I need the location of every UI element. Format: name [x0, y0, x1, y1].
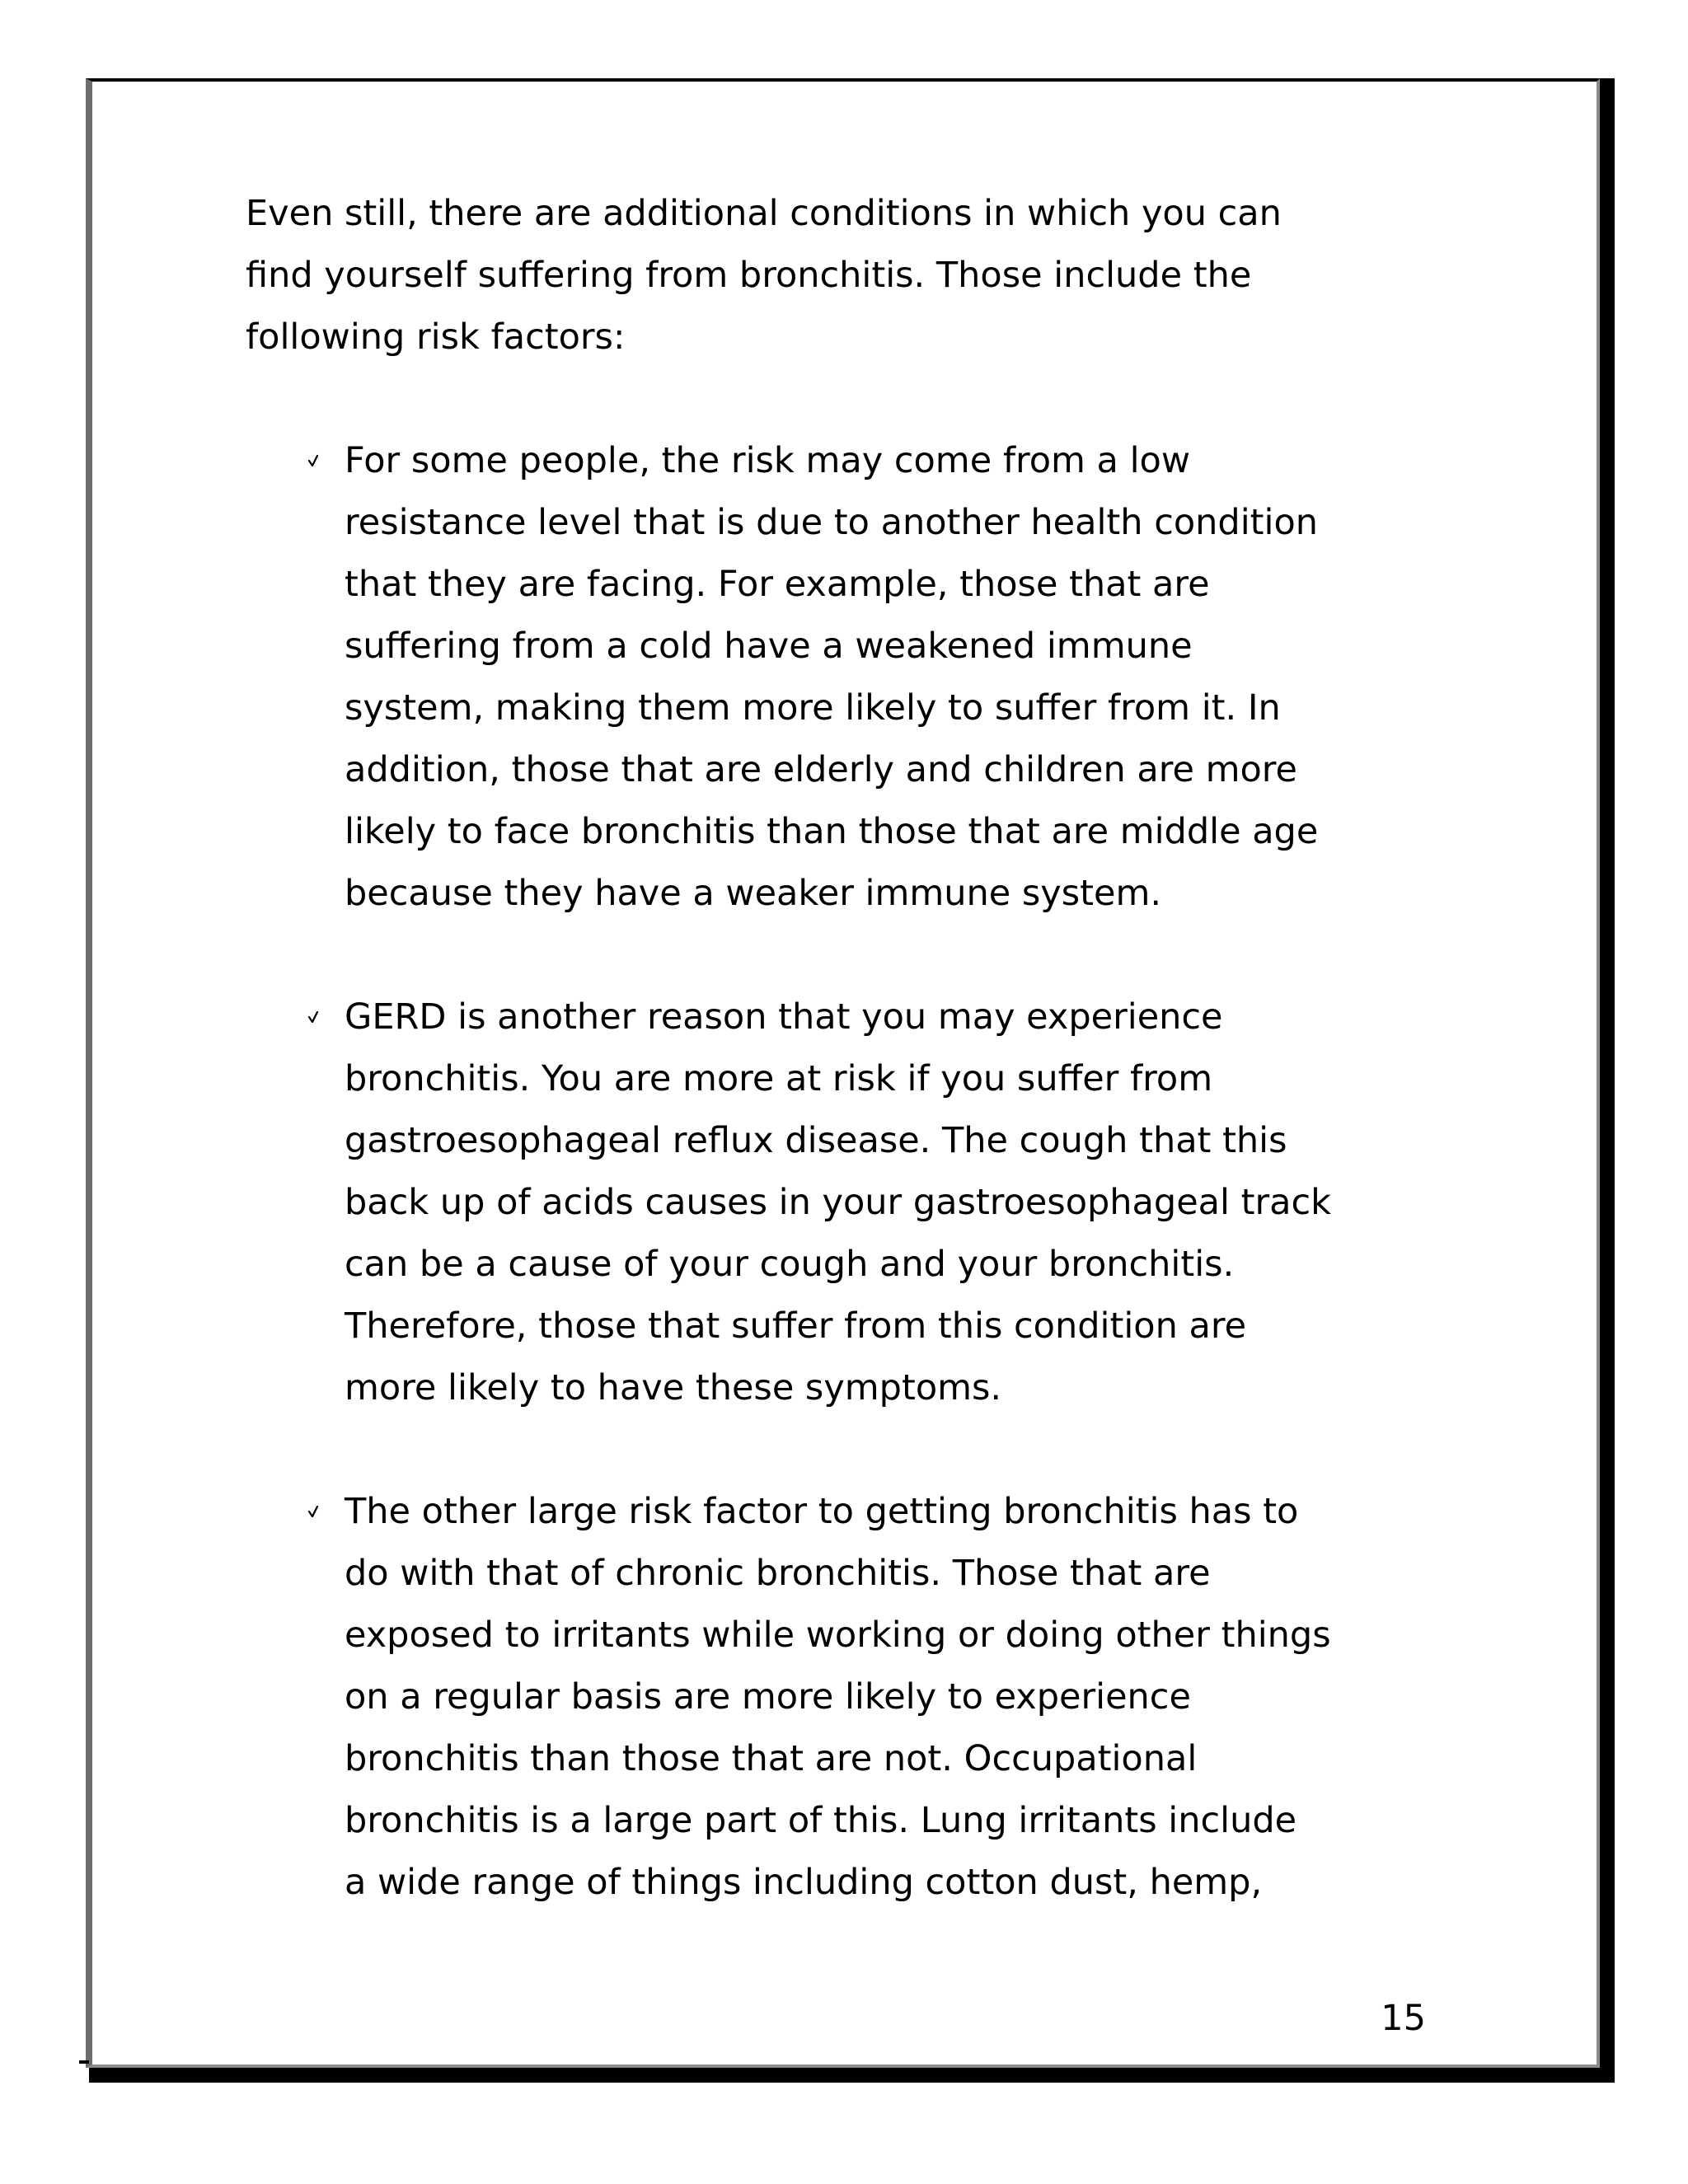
text-line: following risk factors:	[246, 316, 626, 358]
text-line: addition, those that are elderly and children are more	[345, 749, 1297, 790]
intro-paragraph	[246, 183, 1449, 368]
checkmark-icon	[307, 448, 320, 471]
text-line: back up of acids causes in your gastroesophageal track	[345, 1182, 1332, 1223]
text-line: that they are facing. For example, those that are	[345, 564, 1210, 605]
text-line: a wide range of things including cotton dust, hemp,	[345, 1862, 1263, 1903]
text-line: do with that of chronic bronchitis. Those that are	[345, 1553, 1211, 1594]
page-shadow-bottom	[89, 2068, 1615, 2083]
text-line: exposed to irritants while working or doing other things	[345, 1615, 1331, 1656]
checkmark-icon	[307, 1499, 320, 1522]
text-line: on a regular basis are more likely to experience	[345, 1676, 1191, 1718]
text-line: because they have a weaker immune system.	[345, 873, 1162, 914]
text-line: GERD is another reason that you may experience	[345, 996, 1223, 1038]
page-shadow-right	[1600, 78, 1615, 2083]
text-line: gastroesophageal reflux disease. The cough that this	[345, 1120, 1287, 1161]
text-line: find yourself suffering from bronchitis. Those include the	[246, 255, 1252, 296]
text-line: bronchitis than those that are not. Occupational	[345, 1738, 1198, 1779]
list-item	[246, 987, 1449, 1419]
text-line: Therefore, those that suffer from this condition are	[345, 1305, 1247, 1347]
text-line: suffering from a cold have a weakened immune	[345, 626, 1193, 667]
text-line: more likely to have these symptoms.	[345, 1367, 1002, 1408]
frame-corner-mark	[79, 2060, 89, 2064]
text-line: bronchitis. You are more at risk if you suffer from	[345, 1058, 1213, 1099]
text-line: system, making them more likely to suffer from it. In	[345, 687, 1281, 729]
text-line: For some people, the risk may come from a low	[345, 440, 1190, 481]
text-line: can be a cause of your cough and your bronchitis.	[345, 1244, 1235, 1285]
risk-factor-list	[246, 430, 1449, 1914]
page-number: 15	[1381, 1998, 1426, 2039]
checkmark-icon	[307, 1005, 320, 1028]
text-line: The other large risk factor to getting bronchitis has to	[345, 1491, 1299, 1532]
page-content	[246, 183, 1449, 1914]
text-line: likely to face bronchitis than those that are middle age	[345, 811, 1319, 852]
text-line: Even still, there are additional conditions in which you can	[246, 193, 1282, 234]
text-line: resistance level that is due to another health condition	[345, 502, 1319, 543]
text-line: bronchitis is a large part of this. Lung irritants include	[345, 1800, 1297, 1841]
list-item	[246, 1481, 1449, 1914]
list-item	[246, 430, 1449, 925]
